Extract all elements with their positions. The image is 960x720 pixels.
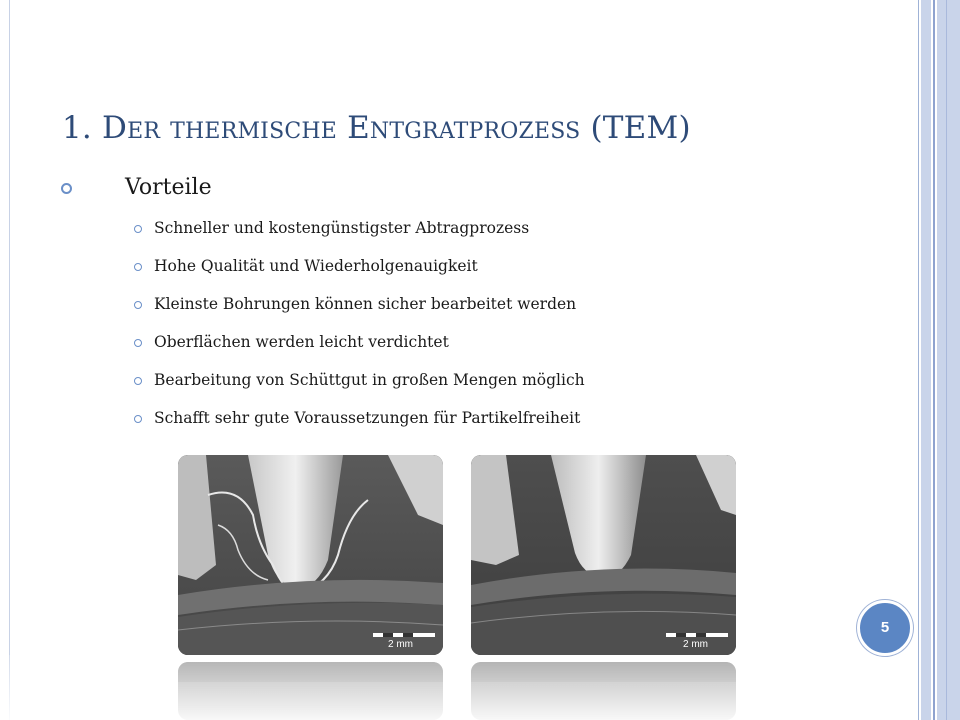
bullet-icon [134,301,142,309]
decor-stripe [937,0,960,720]
decor-stripe [918,0,919,720]
sem-image-before [178,455,443,655]
decor-stripe [921,0,931,720]
title-initial-e: E [347,110,370,146]
bullet-icon [134,377,142,385]
scale-label: 2 mm [683,639,708,650]
bullet-icon [134,225,142,233]
sub-bullet-text: Hohe Qualität und Wiederholgenauigkeit [154,257,478,275]
bullet-icon [134,339,142,347]
bullet-icon [61,183,72,194]
title-word-2: ntgratprozess [369,110,581,146]
main-bullet: Vorteile [125,175,212,200]
sub-bullet-text: Schafft sehr gute Voraussetzungen für Partikelfreiheit [154,409,581,427]
page-number-badge: 5 [857,600,913,656]
sub-bullet-text: Kleinste Bohrungen können sicher bearbeitet werden [154,295,577,313]
sub-bullet-text: Schneller und kostengünstigster Abtragprozess [154,219,530,237]
sub-bullet-text: Bearbeitung von Schüttgut in großen Mengen möglich [154,371,585,389]
title-word-1: er thermische [127,110,348,146]
decor-stripe [946,0,947,720]
reflection-fade [0,655,918,720]
slide-left-border [9,0,10,720]
scale-label: 2 mm [388,639,413,650]
decor-stripe [933,0,935,720]
sem-image-after [471,455,736,655]
title-prefix: 1. D [62,110,128,146]
title-suffix: (TEM) [580,110,691,146]
bullet-icon [134,263,142,271]
sub-bullet-text: Oberflächen werden leicht verdichtet [154,333,449,351]
slide-title [62,110,691,146]
bullet-icon [134,415,142,423]
